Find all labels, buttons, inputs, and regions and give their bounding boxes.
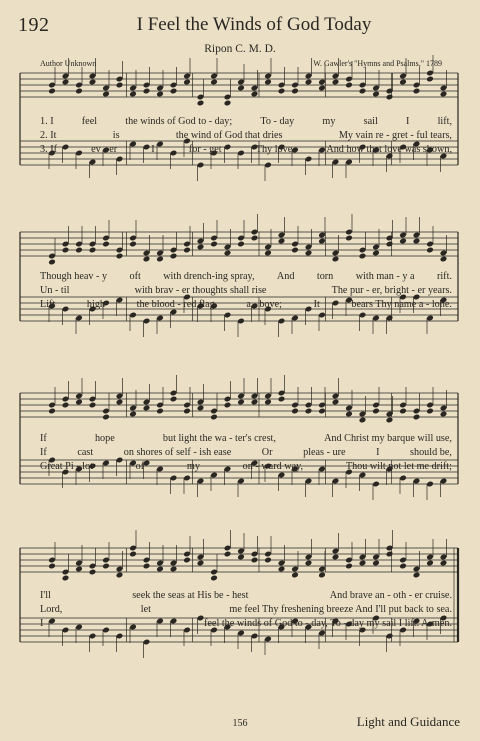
- page-number: 156: [232, 718, 248, 729]
- section-name: Light and Guidance: [356, 714, 460, 729]
- lyric-line: 2. It is the wind of God that dries My vain re - gret - ful tears,: [40, 130, 452, 141]
- author-credit: Author Unknown: [40, 59, 97, 68]
- lyric-line: I'll seek the seas at His be - hest And brave an - oth - er cruise.: [40, 590, 452, 601]
- lyric-line: I feel the winds of God to - day, To - day my sail I lift. A-men.: [40, 618, 452, 629]
- lyric-line: Un - til with brav - er thoughts shall rise The pur - er, bright - er years.: [40, 285, 452, 296]
- tune-name: Ripon C. M. D.: [204, 43, 276, 55]
- lyric-line: Lift high the blood - red flag a - bove; It bears Thy name a - lone.: [40, 299, 452, 310]
- lyric-line: If cast on shores of self - ish ease Or pleas - ure I should be,: [40, 447, 452, 458]
- lyric-line: Though heav - y oft with drench-ing spray, And torn with man - y a rift.: [40, 271, 452, 282]
- lyric-line: Great Pi - lot of my on - ward way, Thou wilt not let me drift;: [40, 461, 452, 472]
- lyric-line: If hope but light the wa - ter's crest, And Christ my barque will use,: [40, 433, 452, 444]
- lyric-line: Lord, let me feel Thy freshening breeze And I'll put back to sea.: [40, 604, 452, 615]
- hymn-title: I Feel the Winds of God Today: [136, 14, 372, 35]
- lyric-line: 3. If ev - er I for - get Thy love And how that love was shown,: [40, 144, 452, 155]
- lyric-line: 1. I feel the winds of God to - day; To - day my sail I lift,: [40, 116, 452, 127]
- music-source: W. Gawler's "Hymns and Psalms," 1789: [313, 59, 442, 68]
- hymn-number: 192: [18, 14, 50, 36]
